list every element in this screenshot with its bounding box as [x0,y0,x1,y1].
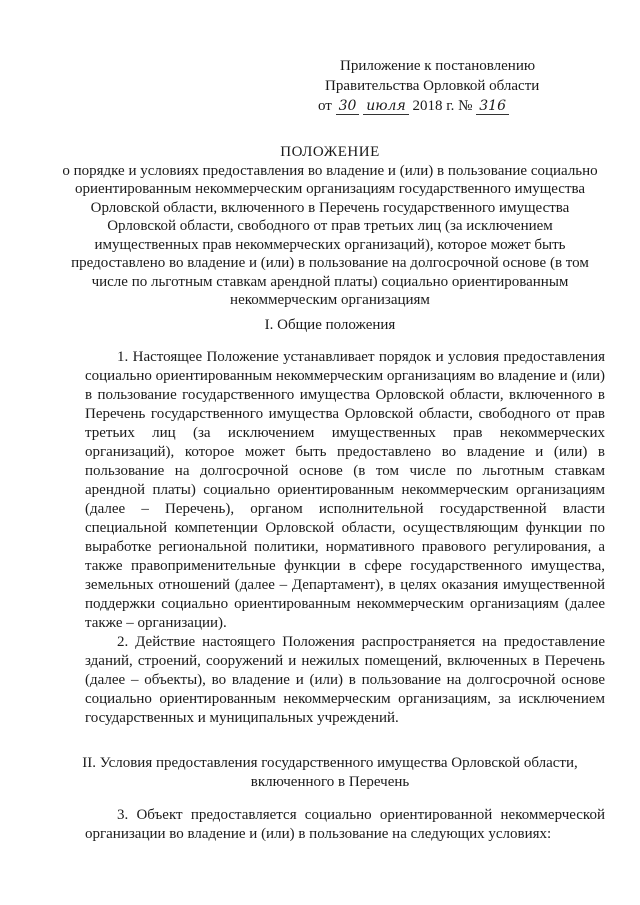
approval-year: 2018 г. № [412,98,473,114]
document-subtitle: о порядке и условиях предоставления во владение и (или) в пользование социально ориентированным некоммерческим организациям государственного имущества Орловской области, включенного в Перечень государственного имущества Орловской области, свободного от прав третьих лиц (за исключением имущественных прав некоммерческих организаций), которое может быть предоставлено во владение и (или) в пользование на долгосрочной основе (в том числе по льготным ставкам арендной платы) социально ориентированным некоммерческим организациям [62,162,598,308]
handwritten-number: 316 [476,98,509,115]
section-heading-conditions: II. Условия предоставления государственного имущества Орловской области, включенного в Перечень [82,755,578,790]
paragraph-1: 1. Настоящее Положение устанавливает порядок и условия предоставления социально ориентированным некоммерческим организациям во владение и (или) в пользование государственного имущества Орловской области, включенного в Перечень государственного имущества Орловской области, свободного от прав третьих лиц (за исключением имущественных прав некоммерческих организаций), которое может быть предоставлено во владение и (или) в пользование на долгосрочной основе (в том числе по льготным ставкам арендной платы) социально ориентированным некоммерческим организациям (далее – Перечень), органом исполнительной государственной власти специальной компетенции Орловской области, осуществляющим функции по выработке региональной политики, нормативного правового регулирования, а также правоприменительные функции в сфере государственного имущества, земельных отношений (далее – Департамент), в целях оказания имущественной поддержки социально ориентированным некоммерческим организациям (далее также – организации). [85,349,605,631]
section-heading-general: I. Общие положения [264,317,396,333]
approval-prefix: от [318,98,332,114]
document-header [60,143,600,310]
paragraph-2: 2. Действие настоящего Положения распространяется на предоставление зданий, строений, сооружений и нежилых помещений, включенных в Перечень (далее – объекты), во владение и (или) в пользование на долгосрочной основе социально ориентированным некоммерческим организациям, за исключением государственных и муниципальных учреждений. [85,634,605,726]
approval-line-2: Правительства Орловкой области [325,78,540,94]
approval-line-1: Приложение к постановлению [340,58,536,74]
handwritten-day: 30 [336,98,360,115]
handwritten-month: июля [363,98,409,115]
document-title: ПОЛОЖЕНИЕ [280,144,380,160]
approval-stamp [318,56,618,116]
paragraph-3: 3. Объект предоставляется социально ориентированной некоммерческой организации во владение и (или) в пользование на следующих условиях: [85,807,605,842]
approval-date-line [318,96,618,116]
